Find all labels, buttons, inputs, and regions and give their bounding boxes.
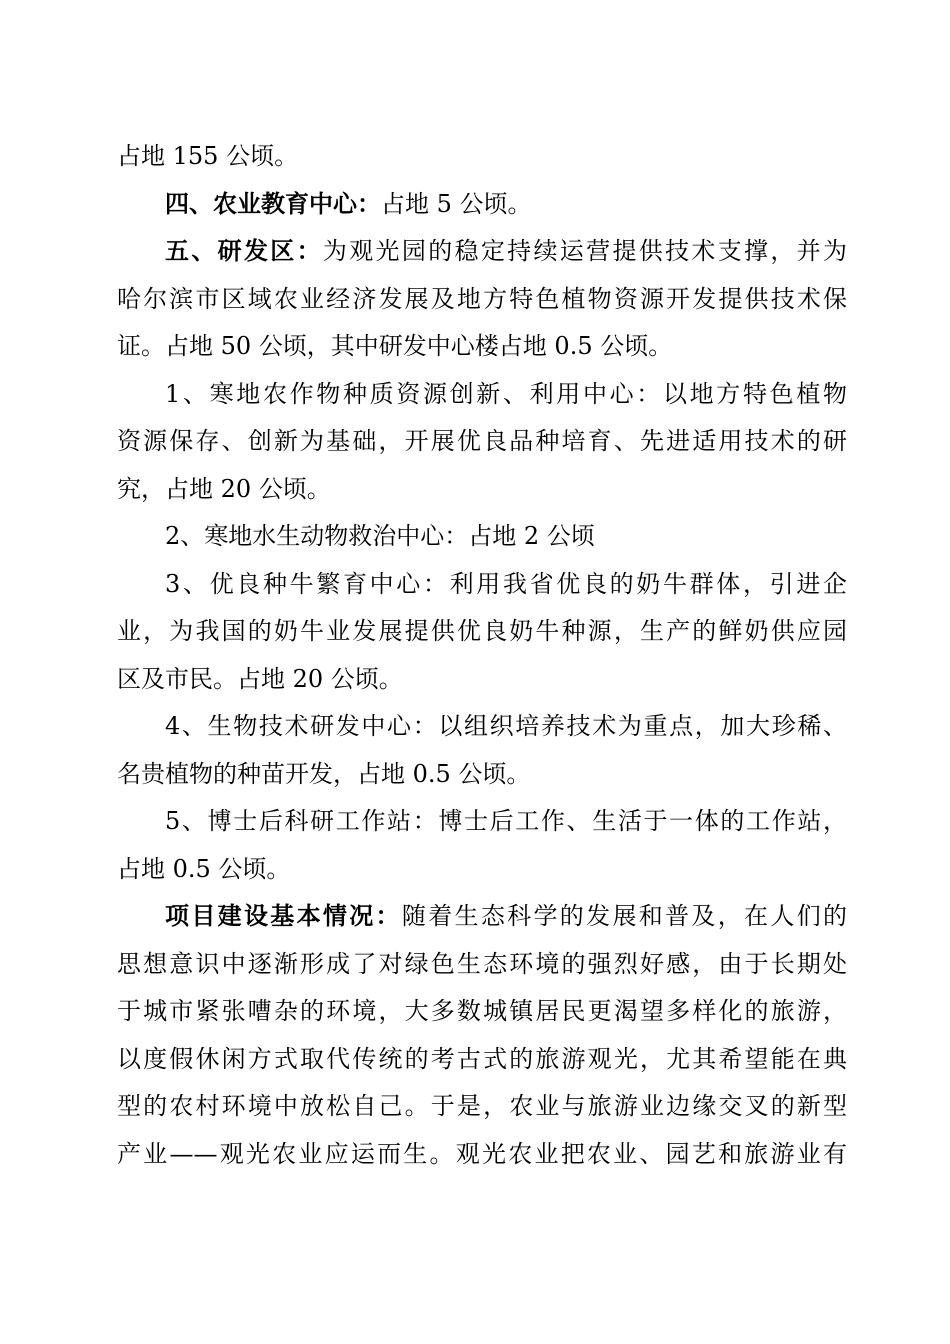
line-text: 为观光园的稳定持续运营提供技术支撑，并为: [322, 237, 848, 265]
line-text: 5、博士后科研工作站：博士后工作、生活于一体的工作站，: [165, 807, 847, 835]
text-line: [117, 662, 847, 696]
line-text: 4、生物技术研发中心：以组织培养技术为重点，加大珍稀、: [165, 712, 847, 740]
text-line: [117, 329, 847, 363]
section-heading: 四、农业教育中心：: [165, 190, 381, 218]
line-text: 1、寒地农作物种质资源创新、利用中心：以地方特色植物: [165, 380, 847, 408]
line-text: 占地 5 公顷。: [381, 190, 532, 218]
text-line: [117, 282, 847, 316]
line-text: 究，占地 20 公顷。: [117, 475, 331, 503]
line-text: 2、寒地水生动物救治中心：占地 2 公顷: [165, 522, 595, 550]
text-line: [117, 1089, 847, 1123]
text-line: [117, 947, 847, 981]
text-line: [117, 139, 847, 173]
line-text: 业，为我国的奶牛业发展提供优良奶牛种源，生产的鲜奶供应园: [117, 617, 847, 645]
section-heading-line: [165, 187, 847, 221]
line-text: 于城市紧张嘈杂的环境，大多数城镇居民更渴望多样化的旅游，: [117, 997, 847, 1025]
line-text: 证。占地 50 公顷，其中研发中心楼占地 0.5 公顷。: [117, 332, 673, 360]
section-heading: 五、研发区：: [165, 237, 323, 265]
text-line: [117, 1137, 847, 1171]
line-text: 资源保存、创新为基础，开展优良品种培育、先进适用技术的研: [117, 427, 847, 455]
line-text: 型的农村环境中放松自己。于是，农业与旅游业边缘交叉的新型: [117, 1092, 847, 1120]
text-line: [165, 567, 847, 601]
text-line: [117, 757, 847, 791]
text-line: [117, 614, 847, 648]
line-text: 产业——观光农业应运而生。观光农业把农业、园艺和旅游业有: [117, 1140, 847, 1168]
line-text: 占地 155 公顷。: [117, 142, 299, 170]
text-line: [117, 472, 847, 506]
section-heading-line: [165, 234, 847, 268]
line-text: 3、优良种牛繁育中心：利用我省优良的奶牛群体，引进企: [165, 570, 847, 598]
text-line: [117, 1042, 847, 1076]
line-text: 名贵植物的种苗开发，占地 0.5 公顷。: [117, 760, 531, 788]
line-text: 以度假休闲方式取代传统的考古式的旅游观光，尤其希望能在典: [117, 1045, 847, 1073]
text-line: [165, 377, 847, 411]
line-text: 随着生态科学的发展和普及，在人们的: [401, 902, 848, 930]
line-text: 区及市民。占地 20 公顷。: [117, 665, 403, 693]
line-text: 占地 0.5 公顷。: [117, 855, 291, 883]
line-text: 哈尔滨市区域农业经济发展及地方特色植物资源开发提供技术保: [117, 285, 847, 313]
text-line: [165, 709, 847, 743]
text-line: [117, 852, 847, 886]
section-heading: 项目建设基本情况：: [165, 902, 402, 930]
text-line: [165, 519, 847, 553]
text-line: [117, 424, 847, 458]
text-line: [117, 994, 847, 1028]
section-heading-line: [165, 899, 847, 933]
text-line: [165, 804, 847, 838]
line-text: 思想意识中逐渐形成了对绿色生态环境的强烈好感，由于长期处: [117, 950, 847, 978]
